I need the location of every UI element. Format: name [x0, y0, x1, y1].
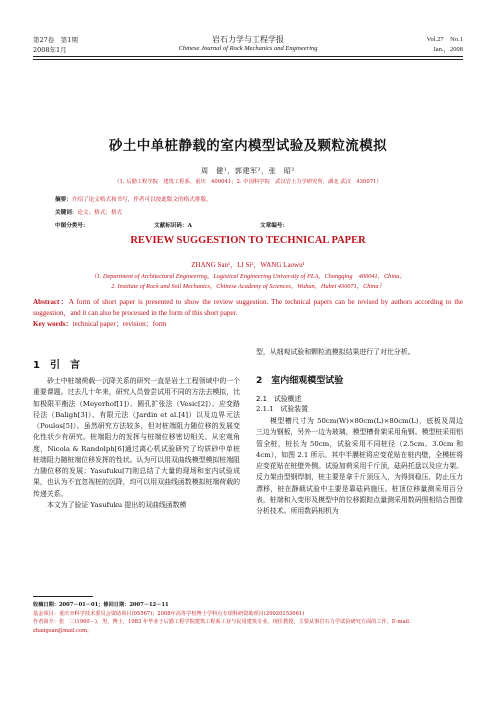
section-1-paragraph-2: 本文为了验证 Yasufuku 提出的双曲线函数模: [47, 500, 187, 509]
abstract-cn: [55, 196, 445, 205]
section-1-heading: [33, 356, 80, 371]
section-2-title: 室内细观模型试验: [271, 376, 344, 386]
document-code: 文献标识码：A: [154, 223, 192, 229]
journal-name-cn: 岩石力学与工程学报: [212, 35, 284, 44]
abstract-en: [33, 297, 463, 318]
section-1-body: [33, 376, 240, 511]
footnote-received: 收稿日期：2007－01－01；修回日期：2007－12－11: [33, 602, 169, 608]
subsection-2-1-1: 2.1.1 试验装置: [256, 405, 308, 413]
section-1-title: 引 言: [49, 360, 80, 371]
affiliation-cn: （1. 后勤工程学院 建筑工程系，重庆 400041；2. 中国科学院 武汉岩土力学研究所，湖北 武汉 430071）: [114, 179, 382, 185]
abstract-cn-label: 摘要：: [55, 197, 72, 203]
section-1-number: 1: [33, 360, 40, 371]
header-rule: [33, 56, 463, 57]
section-2-heading: [256, 373, 343, 386]
affiliation-en-2: 2. Institute of Rock and Soil Mechanics，Chinese Academy of Sciences，Wuhan，Hubei 430071，China）: [111, 283, 385, 290]
journal-volume-issue: 第27卷 第1期: [33, 36, 78, 44]
footnote-rule: [33, 596, 93, 597]
journal-name-en: Chinese Journal of Rock Mechanics and Engineering: [178, 45, 318, 52]
keywords-en-label: Key words：: [33, 320, 73, 328]
paper-title-en: REVIEW SUGGESTION TO TECHNICAL PAPER: [130, 235, 366, 246]
footnote-fund: 基金项目：重庆市科学技术委员会资助项目(05567)；2008年高等学校博士学科点专项科研资助项目(20020153061): [33, 610, 305, 617]
authors-en: ZHANG San¹，LI Si²，WANG Laowu¹: [191, 261, 305, 269]
section-1-paragraph-1: 砂土中桩端荷载一沉降关系的研究一直是岩土工程领域中的一个重要课题。过去几十年来，研究人员曾尝试用不同的方法去模拟，比如极限平衡法（Meyerhof[1]）、圆孔扩张法（Vesic[2]）、应变路径法（Baligh[3]）、有限元法（Jardin et al.[4]）以及边界元法（Poulos[5]）。虽然研究方法较多，但对桩端阻力随位移的发展变化性状少有研究。桩端阻力的发挥与桩端位移密切相关。从宏观角度，Nicola & Randolph[6]通过离心机试验研究了均质砂中单桩桩端阻力随桩端位移发挥的性状。认为可以用双曲线模型模拟桩端阻力随位移的发展；Yasufuku[7]则总结了大量的现场和室内试验成果，也认为不宜忽视桩的沉降，均可以用双曲线函数模拟桩端荷载的传递关系。: [33, 377, 240, 498]
journal-date-en: Jan.，2008: [433, 46, 463, 53]
keywords-cn-label: 关键词：: [55, 210, 78, 216]
subsection-2-1: 2.1 试验概述: [256, 395, 302, 403]
section-2-number: 2: [256, 376, 263, 386]
journal-date: 2008年1月: [33, 46, 67, 54]
clc-number: 中图分类号：: [55, 223, 89, 229]
footnote: [33, 601, 463, 635]
keywords-cn: [55, 209, 122, 218]
paper-title-cn: 砂土中单桩静载的室内模型试验及颗粒流模拟: [109, 138, 387, 154]
abstract-en-text: A form of short paper is presented to show the review suggestion. The technical papers can be revised by authors according to the suggestion，and it can also be processed in the form of this short paper.: [33, 298, 464, 317]
keywords-en: [33, 319, 167, 329]
article-number: 文章编号：: [260, 223, 288, 229]
abstract-en-label: Abstract：: [33, 298, 69, 306]
journal-vol-en: Vol.27 No.1: [426, 36, 463, 43]
keywords-cn-text: 论文；格式；格式: [77, 210, 123, 216]
authors-cn: 周 健¹，郭建军²，张 昭²: [201, 167, 295, 175]
keywords-en-text: technical paper；revision；form: [72, 320, 167, 328]
affiliation-en-1: （1. Department of Architectural Engineering，Logistical Engineering University of PLA，Chongqing 400041，China；: [90, 273, 406, 280]
abstract-cn-text: 介绍了论文格式和书写，作者可以按此版文的格式排版。: [71, 197, 212, 203]
section-2-body: 模型槽尺寸为 50cm(W)×80cm(L)×80cm(L)，底板及周边三边为钢板，另外一边为玻璃，模型槽骨架采用角钢。模型桩采用铝管全桩，桩长为 50cm，试验采用不同桩径（2.5cm、3.0cm 和 4cm），如图 2.1 所示。其中半膜桩将应变花贴在桩内壁，全模桩将应变花贴在桩壁外侧。试验加荷采用千斤顶，砝码托盘以及应力架。反力架由型钢焊制，桩主要是拿千斤顶压入，为得到稳压，防止压力漂移，桩在静载试验中主要是靠砝码施压。桩顶位移量测采用百分表，桩端和入变形及模型中的位移跟踪点量测采用数码照相结合图像分析技术。所用数码相机为: [256, 417, 463, 515]
header-rule-thin: [33, 59, 463, 60]
footnote-author: 作者简介：张 三(1960－)，男，博士，1983 年毕业于后勤工程学院建筑工程系工业与民用建筑专业，现任教授，主要从事岩石力学试验研究方面的工作。E-mail：zhangsan@mail.com。: [33, 619, 415, 634]
intro-continuation: 型，从细观试验和颗粒流模拟结果进行了对比分析。: [256, 348, 415, 356]
